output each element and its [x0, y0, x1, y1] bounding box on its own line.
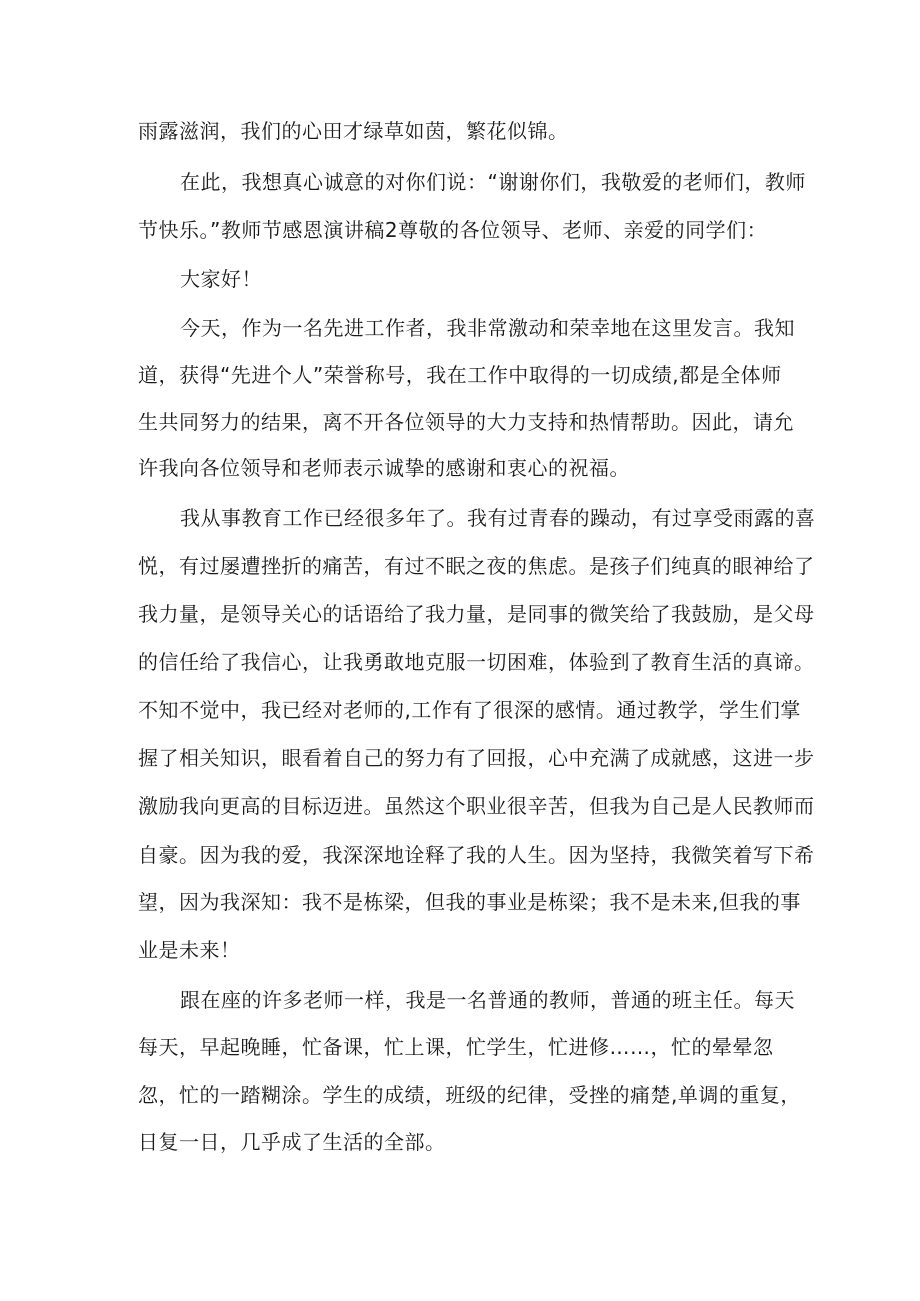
- text-line-5: 今天，作为一名先进工作者，我非常激动和荣幸地在这里发言。我知: [180, 316, 795, 340]
- text-line-3: 节快乐。”教师节感恩演讲稿2尊敬的各位领导、老师、亲爱的同学们：: [138, 218, 768, 242]
- text-line-6: 道，获得“先进个人”荣誉称号，我在工作中取得的一切成绩,都是全体师: [138, 363, 782, 387]
- text-line-11: 我力量，是领导关心的话语给了我力量，是同事的微笑给了我鼓励，是父母: [138, 602, 815, 626]
- text-line-2: 在此，我想真心诚意的对你们说：“谢谢你们，我敬爱的老师们，教师: [180, 170, 806, 194]
- text-line-14: 握了相关知识，眼看着自己的努力有了回报，心中充满了成就感，这进一步: [138, 746, 815, 770]
- text-line-18: 业是未来！: [138, 938, 241, 962]
- text-line-20: 每天，早起晚睡，忙备课，忙上课，忙学生，忙进修……，忙的晕晕忽: [138, 1035, 774, 1059]
- text-line-8: 许我向各位领导和老师表示诚挚的感谢和衷心的祝福。: [138, 456, 630, 480]
- text-line-12: 的信任给了我信心，让我勇敢地克服一切困难，体验到了教育生活的真谛。: [138, 650, 815, 674]
- text-line-10: 悦，有过屡遭挫折的痛苦，有过不眠之夜的焦虑。是孩子们纯真的眼神给了: [138, 554, 815, 578]
- text-line-19: 跟在座的许多老师一样，我是一名普通的教师，普通的班主任。每天: [180, 988, 795, 1012]
- text-line-7: 生共同努力的结果，离不开各位领导的大力支持和热情帮助。因此，请允: [138, 410, 794, 434]
- text-line-16: 自豪。因为我的爱，我深深地诠释了我的人生。因为坚持，我微笑着写下希: [138, 843, 815, 867]
- text-line-17: 望，因为我深知：我不是栋梁，但我的事业是栋梁；我不是未来,但我的事: [138, 890, 801, 914]
- text-line-9: 我从事教育工作已经很多年了。我有过青春的躁动，有过享受雨露的喜: [180, 506, 816, 530]
- text-line-13: 不知不觉中，我已经对老师的,工作有了很深的感情。通过教学，学生们掌: [138, 698, 801, 722]
- text-line-15: 激励我向更高的目标迈进。虽然这个职业很辛苦，但我为自己是人民教师而: [138, 794, 815, 818]
- text-line-1: 雨露滋润，我们的心田才绿草如茵，繁花似锦。: [138, 119, 569, 143]
- text-line-21: 忽，忙的一踏糊涂。学生的成绩，班级的纪律，受挫的痛楚,单调的重复，: [138, 1083, 801, 1107]
- text-line-4: 大家好！: [180, 267, 262, 291]
- text-line-22: 日复一日，几乎成了生活的全部。: [138, 1130, 446, 1154]
